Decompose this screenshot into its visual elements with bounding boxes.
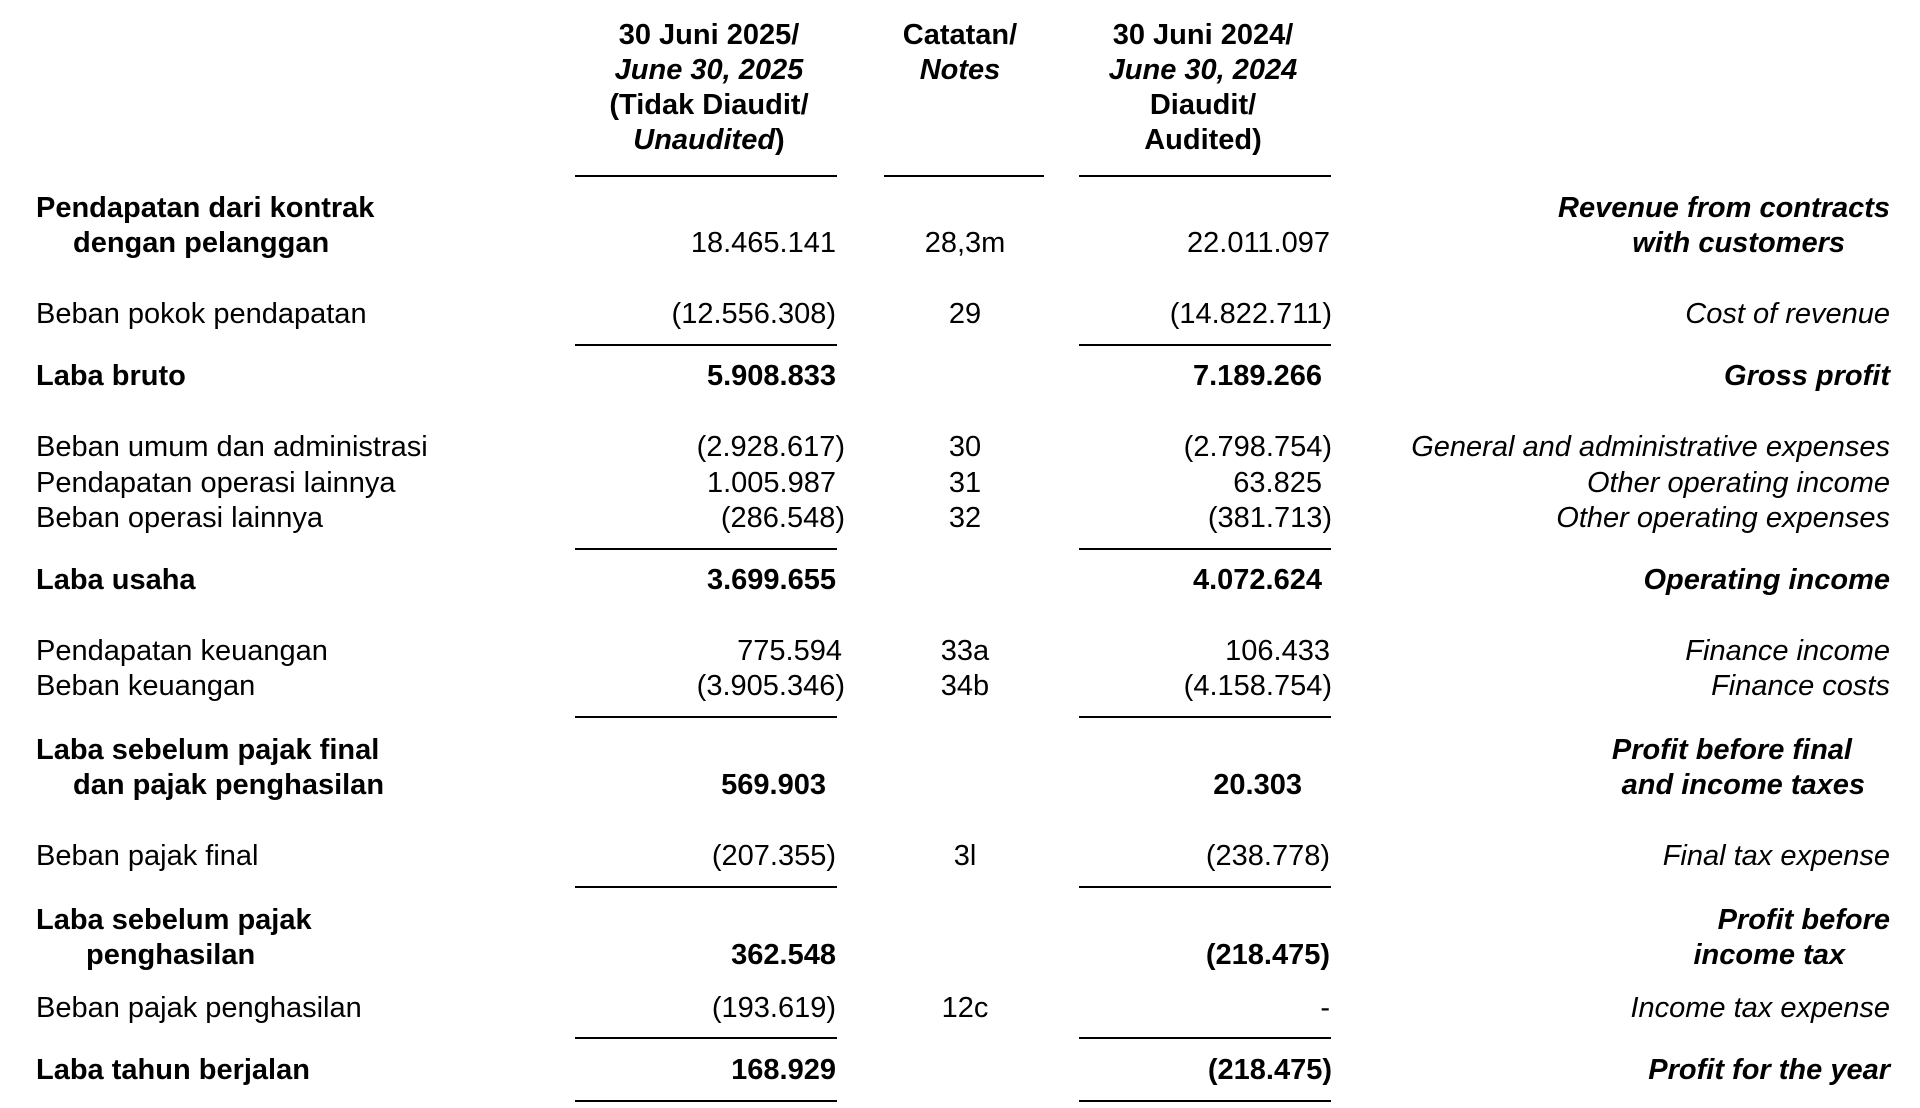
gross-label-en: Gross profit [1724, 360, 1890, 392]
rule-2025-5 [575, 1037, 837, 1039]
itax-label-id: Beban pajak penghasilan [36, 992, 362, 1024]
rule-2025-6 [575, 1100, 837, 1102]
cost-label-id: Beban pokok pendapatan [36, 298, 367, 330]
pbft-label-id-1: Laba sebelum pajak final [36, 734, 380, 766]
pbit-label-en-2: income tax [1693, 939, 1845, 971]
finaltax-value-2025: (207.355) [711, 840, 836, 872]
rule-2025-3 [575, 716, 837, 718]
header-2024-line2: June 30, 2024 [1108, 54, 1298, 86]
rule-2024-5 [1079, 1037, 1331, 1039]
finaltax-label-en: Final tax expense [1662, 840, 1890, 872]
rule-2025-4 [575, 886, 837, 888]
gross-value-2025: 5.908.833 [706, 360, 836, 392]
rule-2025-1 [575, 344, 837, 346]
cost-value-2025: (12.556.308) [671, 298, 836, 330]
fincost-note: 34b [940, 670, 990, 702]
ga-label-en: General and administrative expenses [1411, 431, 1890, 463]
ooe-note: 32 [948, 502, 982, 534]
rule-2025-2 [575, 548, 837, 550]
pbft-label-en-2: and income taxes [1621, 769, 1865, 801]
rule-2024-3 [1079, 716, 1331, 718]
revenue-note: 28,3m [924, 227, 1006, 259]
fincost-label-id: Beban keuangan [36, 670, 256, 702]
pbft-value-2025: 569.903 [721, 769, 826, 801]
ooe-label-id: Beban operasi lainnya [36, 502, 323, 534]
fininc-label-id: Pendapatan keuangan [36, 635, 328, 667]
pbit-label-id-2: penghasilan [86, 939, 256, 971]
pbit-value-2024: (218.475) [1205, 939, 1330, 971]
header-rule-notes [884, 175, 1044, 177]
itax-value-2024: - [1320, 992, 1330, 1024]
ooe-value-2025: (286.548) [720, 502, 845, 534]
gross-value-2024: 7.189.266 [1192, 360, 1322, 392]
header-2024-line1: 30 Juni 2024/ [1112, 19, 1294, 51]
ooi-value-2025: 1.005.987 [706, 467, 836, 499]
profit-label-id: Laba tahun berjalan [36, 1054, 310, 1086]
pbit-label-en-1: Profit before [1717, 904, 1890, 936]
opinc-label-id: Laba usaha [36, 564, 196, 596]
fincost-label-en: Finance costs [1711, 670, 1890, 702]
profit-value-2024: (218.475) [1207, 1054, 1332, 1086]
ooi-value-2024: 63.825 [1233, 467, 1322, 499]
header-2025-line3: (Tidak Diaudit/ [609, 89, 809, 121]
opinc-label-en: Operating income [1643, 564, 1890, 596]
fininc-value-2024: 106.433 [1225, 635, 1330, 667]
profit-label-en: Profit for the year [1648, 1054, 1890, 1086]
fincost-value-2025: (3.905.346) [696, 670, 845, 702]
pbft-value-2024: 20.303 [1213, 769, 1302, 801]
header-2024 [1078, 18, 1328, 158]
itax-value-2025: (193.619) [711, 992, 836, 1024]
revenue-label-id-2: dengan pelanggan [73, 227, 330, 259]
finaltax-note: 3l [953, 840, 977, 872]
pbit-label-id-1: Laba sebelum pajak [36, 904, 312, 936]
ooi-label-en: Other operating income [1586, 467, 1890, 499]
itax-note: 12c [941, 992, 989, 1024]
rule-2024-4 [1079, 886, 1331, 888]
ooe-value-2024: (381.713) [1207, 502, 1332, 534]
revenue-label-en-2: with customers [1632, 227, 1845, 259]
header-2025-line2: June 30, 2025 [614, 54, 804, 86]
ga-value-2025: (2.928.617) [696, 431, 845, 463]
rule-2024-2 [1079, 548, 1331, 550]
fininc-note: 33a [940, 635, 990, 667]
opinc-value-2025: 3.699.655 [706, 564, 836, 596]
revenue-label-id-1: Pendapatan dari kontrak [36, 192, 375, 224]
ooi-label-id: Pendapatan operasi lainnya [36, 467, 396, 499]
header-2024-line4: Audited) [1144, 124, 1262, 156]
finaltax-value-2024: (238.778) [1205, 840, 1330, 872]
fininc-value-2025: 775.594 [737, 635, 842, 667]
gross-label-id: Laba bruto [36, 360, 186, 392]
ooi-note: 31 [948, 467, 982, 499]
ooe-label-en: Other operating expenses [1556, 502, 1890, 534]
header-2025-line4: Unaudited) [633, 124, 785, 156]
ga-value-2024: (2.798.754) [1183, 431, 1332, 463]
pbit-value-2025: 362.548 [731, 939, 836, 971]
revenue-value-2025: 18.465.141 [690, 227, 836, 259]
header-notes [880, 18, 1040, 88]
itax-label-en: Income tax expense [1630, 992, 1890, 1024]
header-2025-line1: 30 Juni 2025/ [618, 19, 800, 51]
header-notes-line2: Notes [919, 54, 1001, 86]
pbft-label-id-2: dan pajak penghasilan [73, 769, 385, 801]
cost-label-en: Cost of revenue [1685, 298, 1890, 330]
finaltax-label-id: Beban pajak final [36, 840, 259, 872]
fininc-label-en: Finance income [1685, 635, 1890, 667]
revenue-label-en-1: Revenue from contracts [1558, 192, 1890, 224]
cost-note: 29 [948, 298, 982, 330]
pbft-label-en-1: Profit before final [1611, 734, 1852, 766]
cost-value-2024: (14.822.711) [1169, 298, 1332, 330]
header-notes-line1: Catatan/ [902, 19, 1018, 51]
ga-label-id: Beban umum dan administrasi [36, 431, 428, 463]
header-rule-2025 [575, 175, 837, 177]
fincost-value-2024: (4.158.754) [1183, 670, 1332, 702]
profit-value-2025: 168.929 [731, 1054, 836, 1086]
header-2024-line3: Diaudit/ [1149, 89, 1257, 121]
rule-2024-6 [1079, 1100, 1331, 1102]
ga-note: 30 [948, 431, 982, 463]
header-2025 [574, 18, 844, 158]
header-rule-2024 [1079, 175, 1331, 177]
rule-2024-1 [1079, 344, 1331, 346]
revenue-value-2024: 22.011.097 [1187, 227, 1330, 259]
opinc-value-2024: 4.072.624 [1192, 564, 1322, 596]
